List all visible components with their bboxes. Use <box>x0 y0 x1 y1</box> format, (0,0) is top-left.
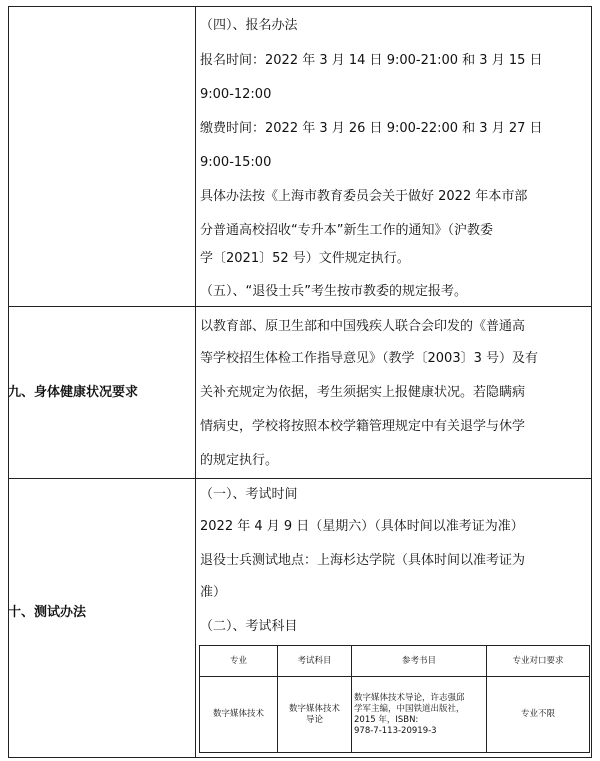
row-divider-10 <box>8 478 592 479</box>
health-line-5: 的规定执行。 <box>200 453 279 468</box>
heading-exam-subjects: （二）、考试科目 <box>200 619 298 634</box>
header-reference-book: 参考书目 <box>352 646 487 677</box>
heading-exam-time: （一）、考试时间 <box>200 487 298 502</box>
header-subject: 考试科目 <box>278 646 352 677</box>
table-border-bottom <box>8 757 592 758</box>
header-major: 专业 <box>200 646 278 677</box>
subject-line-2: 导论 <box>305 714 323 725</box>
veteran-place-line-1: 退役士兵测试地点：上海杉达学院（具体时间以准考证为 <box>200 553 526 568</box>
table-header-row <box>200 646 590 677</box>
cell-major: 数字媒体技术 <box>200 677 278 753</box>
header-requirement: 专业对口要求 <box>487 646 590 677</box>
book-line-3: 2015 年，ISBN: <box>354 714 419 725</box>
exam-date: 2022 年 4 月 9 日（星期六）（具体时间以准考证为准） <box>200 519 524 534</box>
cell-subject <box>278 677 352 753</box>
signup-time-line-1: 报名时间：2022 年 3 月 14 日 9:00-21:00 和 3 月 15 日 <box>200 53 543 68</box>
heading-veterans: （五）、“退役士兵”考生按市教委的规定报考。 <box>200 284 467 299</box>
exam-subjects-table <box>199 645 590 753</box>
health-line-4: 情病史，学校将按照本校学籍管理规定中有关退学与休学 <box>200 419 526 434</box>
fee-time-line-1: 缴费时间：2022 年 3 月 26 日 9:00-22:00 和 3 月 27 日 <box>200 121 543 136</box>
table-border-top <box>8 6 592 7</box>
fee-time-line-2: 9:00-15:00 <box>200 155 272 170</box>
subject-line-1: 数字媒体技术 <box>288 703 340 714</box>
health-line-2: 等学校招生体检工作指导意见》（教学〔2003〕3 号）及有 <box>200 351 538 366</box>
heading-signup-method: （四）、报名办法 <box>200 18 298 33</box>
health-line-1: 以教育部、原卫生部和中国残疾人联合会印发的《普通高 <box>200 319 526 334</box>
method-line-1: 具体办法按《上海市教育委员会关于做好 2022 年本市部 <box>200 189 528 204</box>
health-line-3: 关补充规定为依据，考生须据实上报健康状况。若隐瞒病 <box>200 385 526 400</box>
signup-time-line-2: 9:00-12:00 <box>200 87 272 102</box>
table-border-right <box>591 6 592 758</box>
column-divider <box>195 6 196 758</box>
book-line-4: 978-7-113-20919-3 <box>354 725 437 736</box>
book-line-1: 数字媒体技术导论，许志强邱 <box>354 692 465 703</box>
cell-reference-book <box>352 677 487 753</box>
method-line-3: 学〔2021〕52 号）文件规定执行。 <box>200 251 410 266</box>
table-row <box>200 677 590 753</box>
veteran-place-line-2: 准） <box>200 585 227 600</box>
cell-requirement: 专业不限 <box>487 677 590 753</box>
table-border-left <box>8 6 9 758</box>
section-nine-label: 九、身体健康状况要求 <box>8 385 139 400</box>
section-ten-label: 十、测试办法 <box>8 605 87 620</box>
method-line-2: 分普通高校招收“专升本”新生工作的通知》（沪教委 <box>200 223 493 238</box>
row-divider-9 <box>8 306 592 307</box>
book-line-2: 学军主编，中国铁道出版社， <box>354 703 465 714</box>
